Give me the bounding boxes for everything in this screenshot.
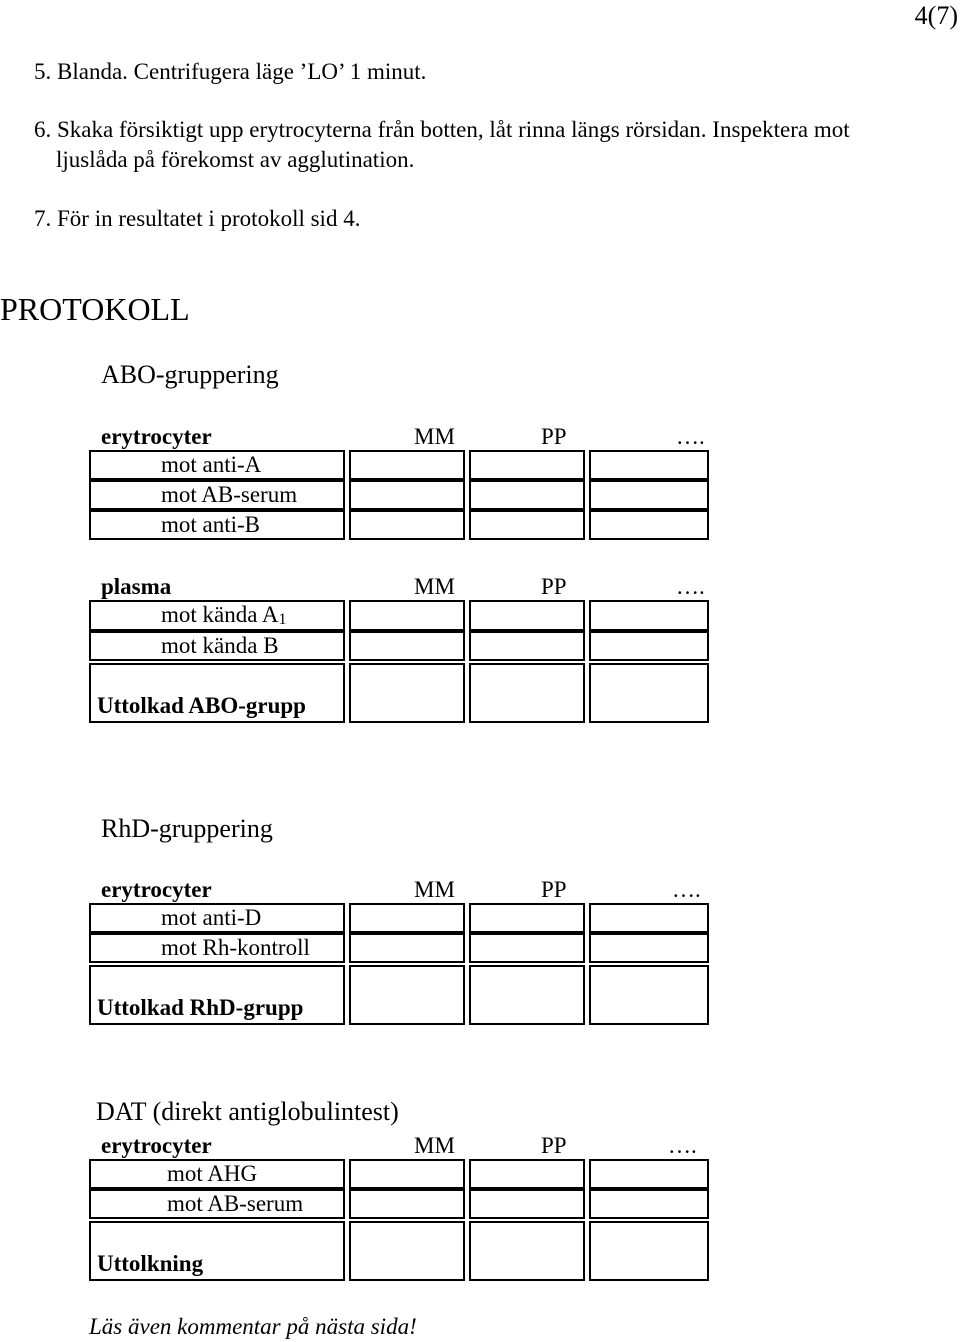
page-number: 4(7)	[914, 1, 958, 30]
dat-cell-mm[interactable]	[349, 1189, 465, 1219]
abo-plasma-header-more: ….	[676, 574, 705, 599]
abo-ery-cell-extra[interactable]	[589, 510, 709, 540]
abo-ery-header-pp: PP	[541, 424, 567, 449]
rhd-row	[89, 933, 709, 963]
abo-ery-cell-pp[interactable]	[469, 480, 585, 510]
rhd-cell-mm[interactable]	[349, 933, 465, 963]
dat-result-cell-extra[interactable]	[589, 1221, 709, 1281]
abo-plasma-header-label: plasma	[101, 574, 172, 599]
abo-heading: ABO-gruppering	[101, 360, 279, 389]
dat-cell-extra[interactable]	[589, 1159, 709, 1189]
rhd-cell-extra[interactable]	[589, 903, 709, 933]
abo-ery-cell-mm[interactable]	[349, 480, 465, 510]
rhd-cell-extra[interactable]	[589, 933, 709, 963]
rhd-result-row	[89, 965, 709, 1025]
rhd-header-label: erytrocyter	[101, 877, 212, 902]
dat-cell-mm[interactable]	[349, 1159, 465, 1189]
rhd-header-mm: MM	[414, 877, 455, 902]
dat-header-label: erytrocyter	[101, 1133, 212, 1158]
rhd-result-cell-mm[interactable]	[349, 965, 465, 1025]
abo-plasma-header-pp: PP	[541, 574, 567, 599]
abo-ery-cell-pp[interactable]	[469, 450, 585, 480]
abo-ery-cell-extra[interactable]	[589, 450, 709, 480]
abo-ery-row	[89, 450, 709, 480]
abo-ery-cell-mm[interactable]	[349, 510, 465, 540]
rhd-result-label: Uttolkad RhD-grupp	[89, 965, 345, 1025]
abo-plasma-header-mm: MM	[414, 574, 455, 599]
abo-result-cell-extra[interactable]	[589, 663, 709, 723]
abo-plasma-row-label-sub: 1	[278, 611, 287, 628]
abo-plasma-cell-pp[interactable]	[469, 600, 585, 631]
dat-cell-extra[interactable]	[589, 1189, 709, 1219]
dat-row	[89, 1159, 709, 1189]
rhd-result-cell-pp[interactable]	[469, 965, 585, 1025]
dat-cell-pp[interactable]	[469, 1159, 585, 1189]
dat-heading: DAT (direkt antiglobulintest)	[96, 1097, 399, 1126]
abo-ery-table	[89, 450, 709, 540]
rhd-header-more: ….	[672, 877, 701, 902]
abo-plasma-row-label-text: mot kända A	[161, 602, 279, 627]
abo-plasma-row	[89, 600, 709, 631]
instruction-step-6-continued: ljuslåda på förekomst av agglutination.	[56, 147, 415, 172]
abo-ery-row-label: mot anti-A	[89, 450, 345, 480]
dat-row-label: mot AB-serum	[89, 1189, 345, 1219]
rhd-heading: RhD-gruppering	[101, 814, 273, 843]
abo-plasma-cell-extra[interactable]	[589, 631, 709, 661]
rhd-row	[89, 903, 709, 933]
rhd-header-pp: PP	[541, 877, 567, 902]
abo-plasma-row	[89, 631, 709, 661]
abo-ery-header-mm: MM	[414, 424, 455, 449]
abo-plasma-table	[89, 600, 709, 723]
rhd-table	[89, 903, 709, 1025]
abo-ery-header-more: ….	[676, 424, 705, 449]
rhd-row-label: mot anti-D	[89, 903, 345, 933]
abo-plasma-row-label: mot kända B	[89, 631, 345, 661]
dat-result-label: Uttolkning	[89, 1221, 345, 1281]
abo-result-row	[89, 663, 709, 723]
rhd-cell-mm[interactable]	[349, 903, 465, 933]
dat-header-mm: MM	[414, 1133, 455, 1158]
abo-plasma-cell-extra[interactable]	[589, 600, 709, 631]
instruction-step-6: 6. Skaka försiktigt upp erytrocyterna från botten, låt rinna längs rörsidan. Inspektera mot	[34, 117, 850, 142]
abo-ery-cell-extra[interactable]	[589, 480, 709, 510]
rhd-cell-pp[interactable]	[469, 903, 585, 933]
abo-ery-row	[89, 510, 709, 540]
abo-result-label: Uttolkad ABO-grupp	[89, 663, 345, 723]
dat-row	[89, 1189, 709, 1219]
rhd-cell-pp[interactable]	[469, 933, 585, 963]
dat-cell-pp[interactable]	[469, 1189, 585, 1219]
instruction-step-7: 7. För in resultatet i protokoll sid 4.	[34, 206, 361, 231]
rhd-row-label: mot Rh-kontroll	[89, 933, 345, 963]
abo-ery-row	[89, 480, 709, 510]
abo-ery-header-label: erytrocyter	[101, 424, 212, 449]
abo-plasma-cell-pp[interactable]	[469, 631, 585, 661]
dat-result-cell-pp[interactable]	[469, 1221, 585, 1281]
abo-result-cell-mm[interactable]	[349, 663, 465, 723]
abo-ery-cell-mm[interactable]	[349, 450, 465, 480]
dat-row-label: mot AHG	[89, 1159, 345, 1189]
abo-ery-cell-pp[interactable]	[469, 510, 585, 540]
protocol-title: PROTOKOLL	[0, 291, 190, 327]
abo-plasma-cell-mm[interactable]	[349, 631, 465, 661]
abo-result-cell-pp[interactable]	[469, 663, 585, 723]
footer-note: Läs även kommentar på nästa sida!	[89, 1314, 417, 1339]
abo-plasma-row-label	[89, 600, 345, 631]
dat-result-row	[89, 1221, 709, 1281]
dat-table	[89, 1159, 709, 1281]
rhd-result-cell-extra[interactable]	[589, 965, 709, 1025]
dat-header-more: ….	[668, 1133, 697, 1158]
dat-result-cell-mm[interactable]	[349, 1221, 465, 1281]
abo-ery-row-label: mot AB-serum	[89, 480, 345, 510]
abo-ery-row-label: mot anti-B	[89, 510, 345, 540]
dat-header-pp: PP	[541, 1133, 567, 1158]
abo-plasma-cell-mm[interactable]	[349, 600, 465, 631]
instruction-step-5: 5. Blanda. Centrifugera läge ’LO’ 1 minut.	[34, 59, 427, 84]
